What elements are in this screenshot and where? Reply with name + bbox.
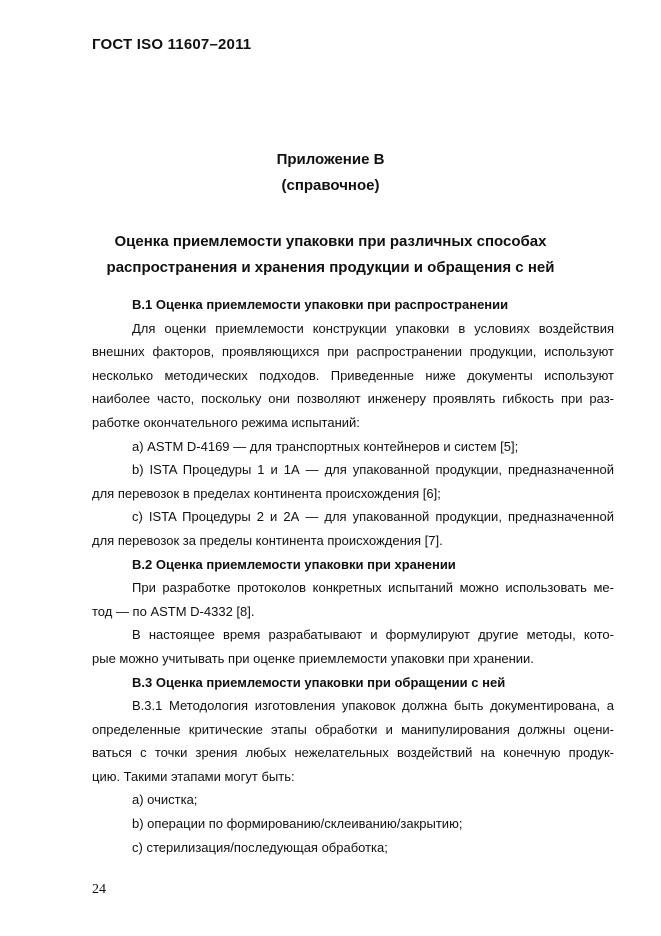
b1-list-item-c-cont: для перевозок за пределы континента происхождения [7].: [92, 532, 443, 548]
b3-paragraph-line: В.3.1 Методология изготовления упаковок должна быть документирована, а: [132, 698, 614, 714]
document-body: [92, 293, 614, 859]
b1-list-item-c: c) ISTA Процедуры 2 и 2А — для упакованной продукции, предназначенной: [132, 509, 614, 525]
b3-list-item-a: а) очистка;: [132, 792, 198, 808]
section-b2-title: В.2 Оценка приемлемости упаковки при хранении: [132, 556, 456, 572]
b3-paragraph-line: ваться с точки зрения любых нежелательных воздействий на конечную продук-: [92, 745, 614, 761]
b1-paragraph-line: работке окончательного режима испытаний:: [92, 414, 360, 430]
appendix-status: (справочное): [281, 177, 380, 194]
b2-paragraph-line: При разработке протоколов конкретных испытаний можно использовать ме-: [132, 580, 614, 596]
page-number: 24: [92, 882, 106, 897]
document-code: ГОСТ ISO 11607–2011: [92, 36, 252, 53]
b1-paragraph-line: несколько методических подходов. Приведенные ниже документы используют: [92, 367, 614, 383]
b2-paragraph-line: В настоящее время разрабатывают и формулируют другие методы, кото-: [132, 627, 614, 643]
b2-paragraph-line: тод — по ASTM D-4332 [8].: [92, 603, 255, 619]
b1-paragraph-line: Для оценки приемлемости конструкции упаковки в условиях воздействия: [132, 320, 614, 336]
section-b3-title: В.3 Оценка приемлемости упаковки при обращении с ней: [132, 674, 506, 690]
b2-paragraph-line: рые можно учитывать при оценке приемлемости упаковки при хранении.: [92, 650, 534, 666]
b3-paragraph-line: цию. Такими этапами могут быть:: [92, 768, 295, 784]
b1-list-item-b: b) ISTA Процедуры 1 и 1А — для упакованной продукции, предназначенной: [132, 462, 614, 478]
section-b1-title: В.1 Оценка приемлемости упаковки при распространении: [132, 297, 509, 312]
b3-paragraph-line: определенные критические этапы обработки и манипулирования должны оцени-: [92, 721, 614, 737]
b1-list-item-b-cont: для перевозок в пределах континента происхождения [6];: [92, 485, 441, 501]
b3-list-item-b: b) операции по формированию/склеиванию/закрытию;: [132, 816, 463, 832]
b1-paragraph-line: наиболее часто, поскольку они позволяют инженеру проявлять гибкость при раз-: [92, 391, 614, 407]
appendix-heading-line2: распространения и хранения продукции и обращения с ней: [106, 259, 555, 276]
b1-list-item-a: а) ASTM D-4169 — для транспортных контейнеров и систем [5];: [132, 438, 519, 454]
b3-list-item-c: c) стерилизация/последующая обработка;: [132, 839, 388, 855]
appendix-heading-line1: Оценка приемлемости упаковки при различных способах: [114, 233, 547, 250]
appendix-title: Приложение В: [276, 151, 385, 168]
b1-paragraph-line: внешних факторов, проявляющихся при распространении продукции, используют: [92, 344, 614, 360]
